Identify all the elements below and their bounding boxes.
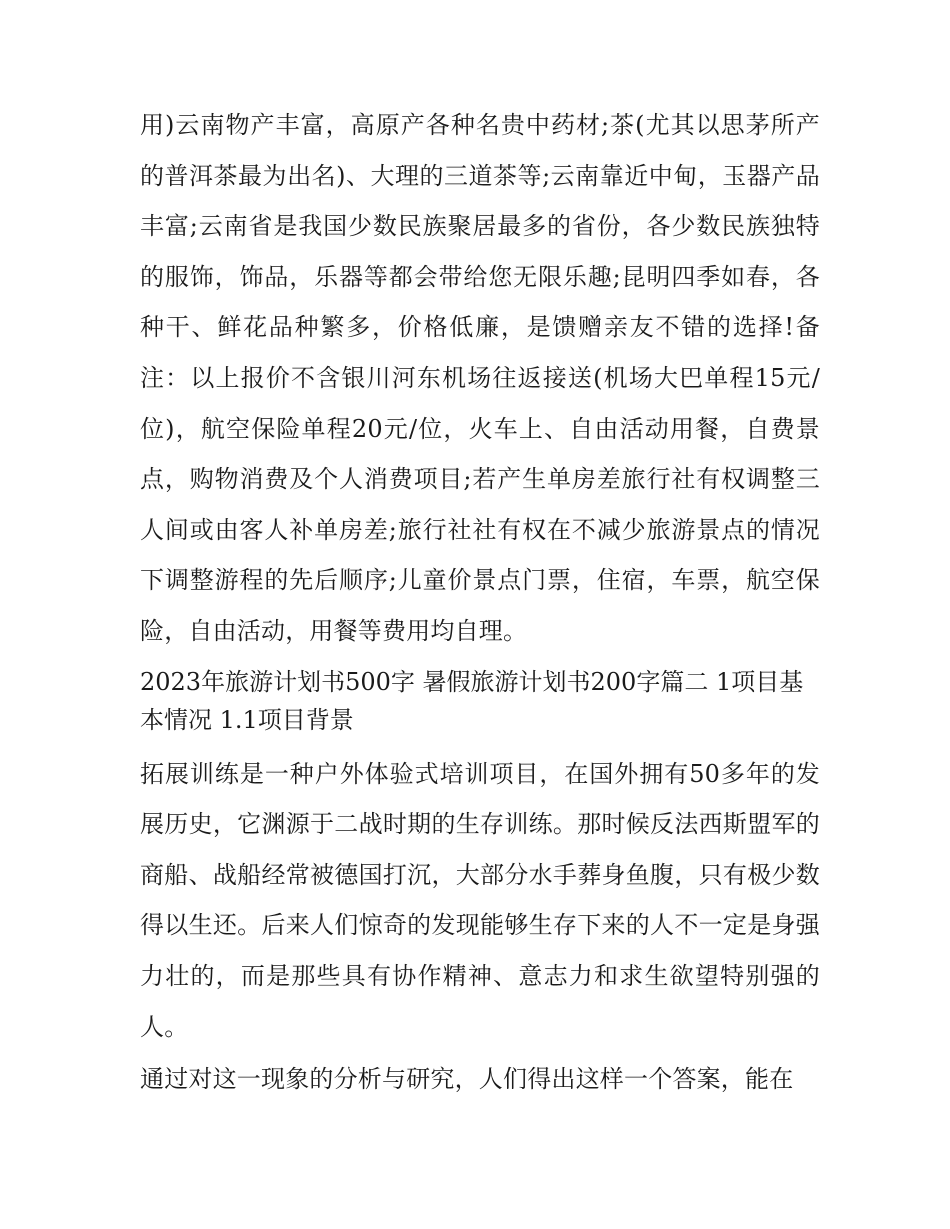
paragraph-yunnan-products: 用)云南物产丰富，高原产各种名贵中药材;茶(尤其以思茅所产的普洱茶最为出名)、大理的三道茶等;云南靠近中甸，玉器产品丰富;云南省是我国少数民族聚居最多的省份，各少数民族独特的服饰，饰品，乐器等都会带给您无限乐趣;昆明四季如春，各种干、鲜花品种繁多，价格低廉，是馈赠亲友不错的选择!备注：以上报价不含银川河东机场往返接送(机场大巴单程15元/位)，航空保险单程20元/位，火车上、自由活动用餐，自费景点，购物消费及个人消费项目;若产生单房差旅行社有权调整三人间或由客人补单房差;旅行社社有权在不减少旅游景点的情况下调整游程的先后顺序;儿童价景点门票，住宿，车票，航空保险，自由活动，用餐等费用均自理。 xyxy=(140,111,820,645)
document-page xyxy=(140,100,820,1105)
paragraph-outward-bound-history: 拓展训练是一种户外体验式培训项目，在国外拥有50多年的发展历史，它渊源于二战时期的生存训练。那时候反法西斯盟军的商船、战船经常被德国打沉，大部分水手葬身鱼腹，只有极少数得以生还。后来人们惊奇的发现能够生存下来的人不一定是身强力壮的，而是那些具有协作精神、意志力和求生欲望特别强的人。 xyxy=(140,759,820,1041)
paragraph-analysis: 通过对这一现象的分析与研究，人们得出这样一个答案，能在 xyxy=(140,1065,794,1094)
section-heading: 2023年旅游计划书500字 暑假旅游计划书200字篇二 1项目基本情况 1.1项目背景 xyxy=(140,667,804,734)
